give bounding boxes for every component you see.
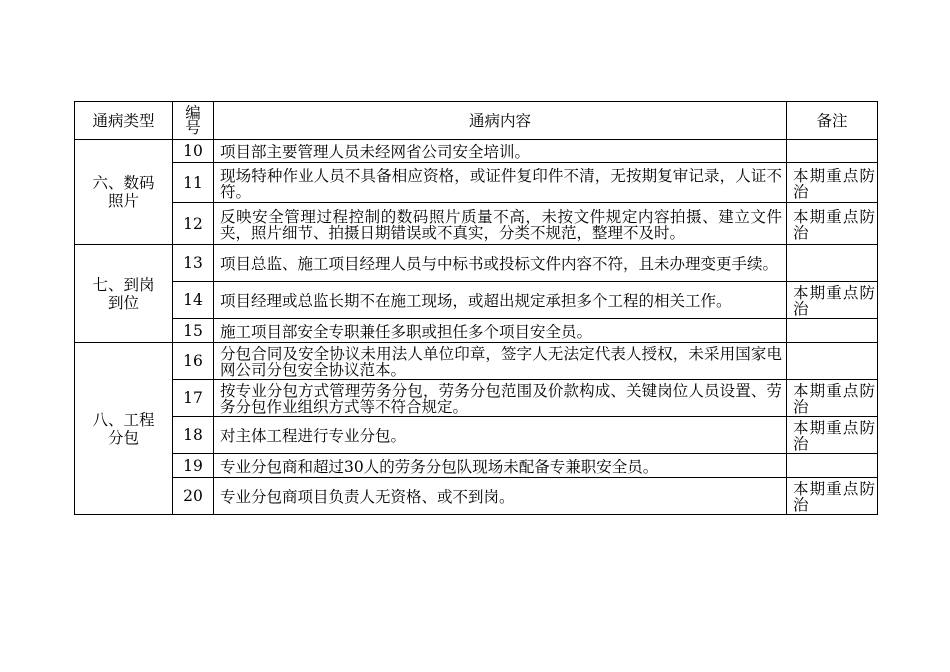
defect-table	[74, 101, 878, 515]
header-number	[173, 102, 214, 140]
row-content: 施工项目部安全专职兼任多职或担任多个项目安全员。	[214, 319, 787, 343]
header-type: 通病类型	[75, 102, 173, 140]
table-row	[75, 140, 878, 163]
row-note	[787, 454, 878, 478]
table-row	[75, 163, 878, 203]
table-row	[75, 478, 878, 515]
row-note: 本期重点防治	[787, 380, 878, 417]
header-note: 备注	[787, 102, 878, 140]
category-label: 八、工程分包	[92, 410, 155, 447]
table-row	[75, 282, 878, 319]
category-label: 六、数码照片	[92, 174, 155, 210]
category-cell	[75, 343, 173, 515]
row-number: 12	[173, 203, 214, 245]
row-content: 专业分包商项目负责人无资格、或不到岗。	[214, 478, 787, 515]
row-content: 现场特种作业人员不具备相应资格，或证件复印件不清，无按期复审记录，人证不符。	[214, 163, 787, 203]
row-number: 14	[173, 282, 214, 319]
row-number: 18	[173, 417, 214, 454]
table-row	[75, 380, 878, 417]
row-number: 17	[173, 380, 214, 417]
table-row	[75, 203, 878, 245]
row-note: 本期重点防治	[787, 478, 878, 515]
category-cell	[75, 245, 173, 343]
row-note: 本期重点防治	[787, 203, 878, 245]
table-row	[75, 454, 878, 478]
table-header-row	[75, 102, 878, 140]
row-note: 本期重点防治	[787, 417, 878, 454]
table-row	[75, 245, 878, 282]
row-content: 分包合同及安全协议未用法人单位印章，签字人无法定代表人授权，未采用国家电网公司分包安全协议范本。	[214, 343, 787, 380]
table-row	[75, 343, 878, 380]
row-note	[787, 319, 878, 343]
category-label: 七、到岗到位	[92, 275, 155, 312]
row-content: 对主体工程进行专业分包。	[214, 417, 787, 454]
row-number: 19	[173, 454, 214, 478]
row-note	[787, 245, 878, 282]
row-note	[787, 343, 878, 380]
row-number: 10	[173, 140, 214, 163]
row-number: 15	[173, 319, 214, 343]
row-content: 专业分包商和超过30人的劳务分包队现场未配备专兼职安全员。	[214, 454, 787, 478]
table-row	[75, 417, 878, 454]
row-content: 项目部主要管理人员未经网省公司安全培训。	[214, 140, 787, 163]
table-row	[75, 319, 878, 343]
row-number: 11	[173, 163, 214, 203]
row-content: 按专业分包方式管理劳务分包，劳务分包范围及价款构成、关键岗位人员设置、劳务分包作业组织方式等不符合规定。	[214, 380, 787, 417]
row-content: 反映安全管理过程控制的数码照片质量不高，未按文件规定内容拍摄、建立文件夹，照片细节、拍摄日期错误或不真实，分类不规范，整理不及时。	[214, 203, 787, 245]
header-content: 通病内容	[214, 102, 787, 140]
row-content: 项目总监、施工项目经理人员与中标书或投标文件内容不符，且未办理变更手续。	[214, 245, 787, 282]
row-note: 本期重点防治	[787, 163, 878, 203]
row-note	[787, 140, 878, 163]
header-number-text: 编号	[185, 103, 201, 137]
category-cell	[75, 140, 173, 245]
row-content: 项目经理或总监长期不在施工现场，或超出规定承担多个工程的相关工作。	[214, 282, 787, 319]
row-number: 13	[173, 245, 214, 282]
row-number: 20	[173, 478, 214, 515]
row-note: 本期重点防治	[787, 282, 878, 319]
row-number: 16	[173, 343, 214, 380]
